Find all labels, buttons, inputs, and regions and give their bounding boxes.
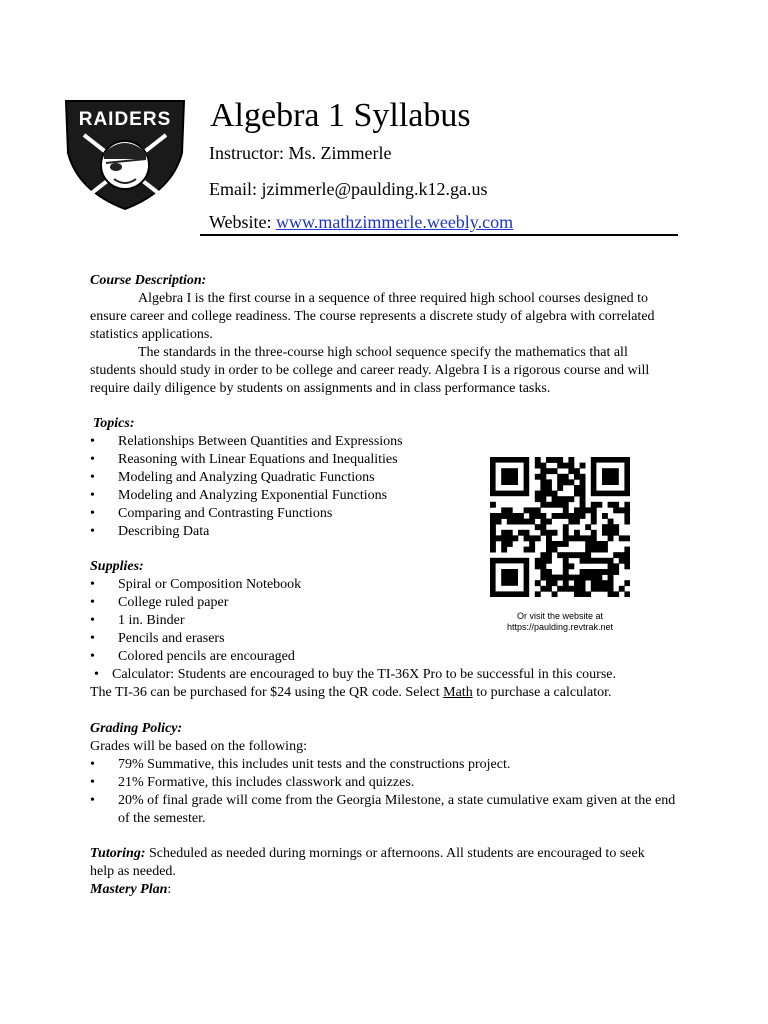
supply-item: • Calculator: Students are encouraged to buy the TI-36X Pro to be successful in this course. bbox=[94, 667, 617, 682]
raiders-logo bbox=[62, 95, 188, 211]
website-link[interactable]: www.mathzimmerle.weebly.com bbox=[276, 212, 514, 232]
grading-item: • 20% of final grade will come from the Georgia Milestone, a state cumulative exam given at the end of the semester. bbox=[90, 793, 676, 826]
topic-item: • Modeling and Analyzing Exponential Functions bbox=[90, 488, 388, 503]
instructor-line: Instructor: Ms. Zimmerle bbox=[209, 143, 392, 163]
topic-item: • Comparing and Contrasting Functions bbox=[90, 506, 333, 521]
course-description-para2: The standards in the three-course high school sequence specify the mathematics that all students should study in order to be college and career ready. Algebra I is a rigorous course and will require daily diligence by students on assignments and in class performance tasks. bbox=[90, 345, 650, 396]
calculator-note: The TI-36 can be purchased for $24 using the QR code. Select Math to purchase a calculator. bbox=[90, 685, 612, 700]
grading-item: • 79% Summative, this includes unit tests and the constructions project. bbox=[90, 757, 511, 772]
website-line bbox=[209, 211, 513, 233]
website-label: Website: bbox=[209, 212, 277, 232]
topic-item: • Modeling and Analyzing Quadratic Functions bbox=[90, 470, 375, 485]
tutoring-section bbox=[90, 845, 670, 881]
supply-item: • Spiral or Composition Notebook bbox=[90, 577, 302, 592]
topic-item: • Describing Data bbox=[90, 524, 210, 539]
course-description-section bbox=[90, 272, 670, 398]
page-title: Algebra 1 Syllabus bbox=[210, 97, 471, 134]
supply-item: • Pencils and erasers bbox=[90, 631, 225, 646]
mastery-plan-heading: Mastery Plan: bbox=[90, 882, 172, 897]
email-line: Email: jzimmerle@paulding.k12.ga.us bbox=[209, 179, 488, 199]
math-link[interactable]: Math bbox=[443, 685, 473, 700]
tutoring-heading: Tutoring: bbox=[90, 846, 146, 861]
topics-heading: Topics: bbox=[93, 416, 135, 431]
supply-item: • Colored pencils are encouraged bbox=[90, 649, 295, 664]
topic-item: • Relationships Between Quantities and Expressions bbox=[90, 434, 403, 449]
supplies-list bbox=[90, 576, 690, 684]
grading-list bbox=[90, 756, 680, 828]
logo-text: RAIDERS bbox=[78, 109, 172, 130]
topic-item: • Reasoning with Linear Equations and Inequalities bbox=[90, 452, 398, 467]
supply-item: • College ruled paper bbox=[90, 595, 229, 610]
grading-intro: Grades will be based on the following: bbox=[90, 739, 307, 754]
topics-list bbox=[90, 433, 470, 541]
supplies-heading: Supplies: bbox=[90, 559, 144, 574]
grading-item: • 21% Formative, this includes classwork and quizzes. bbox=[90, 775, 415, 790]
qr-caption: Or visit the website at https://paulding.revtrak.net bbox=[506, 611, 614, 632]
supply-item: • 1 in. Binder bbox=[90, 613, 185, 628]
course-description-para1: Algebra I is the first course in a sequence of three required high school courses designed to ensure career and college readiness. The course represents a discrete study of algebra with correlated statistics applications. bbox=[90, 291, 655, 342]
grading-heading: Grading Policy: bbox=[90, 721, 183, 736]
header-divider bbox=[200, 234, 678, 236]
tutoring-text: Scheduled as needed during mornings or afternoons. All students are encouraged to seek help as needed. bbox=[90, 846, 645, 879]
course-description-heading: Course Description: bbox=[90, 273, 207, 288]
